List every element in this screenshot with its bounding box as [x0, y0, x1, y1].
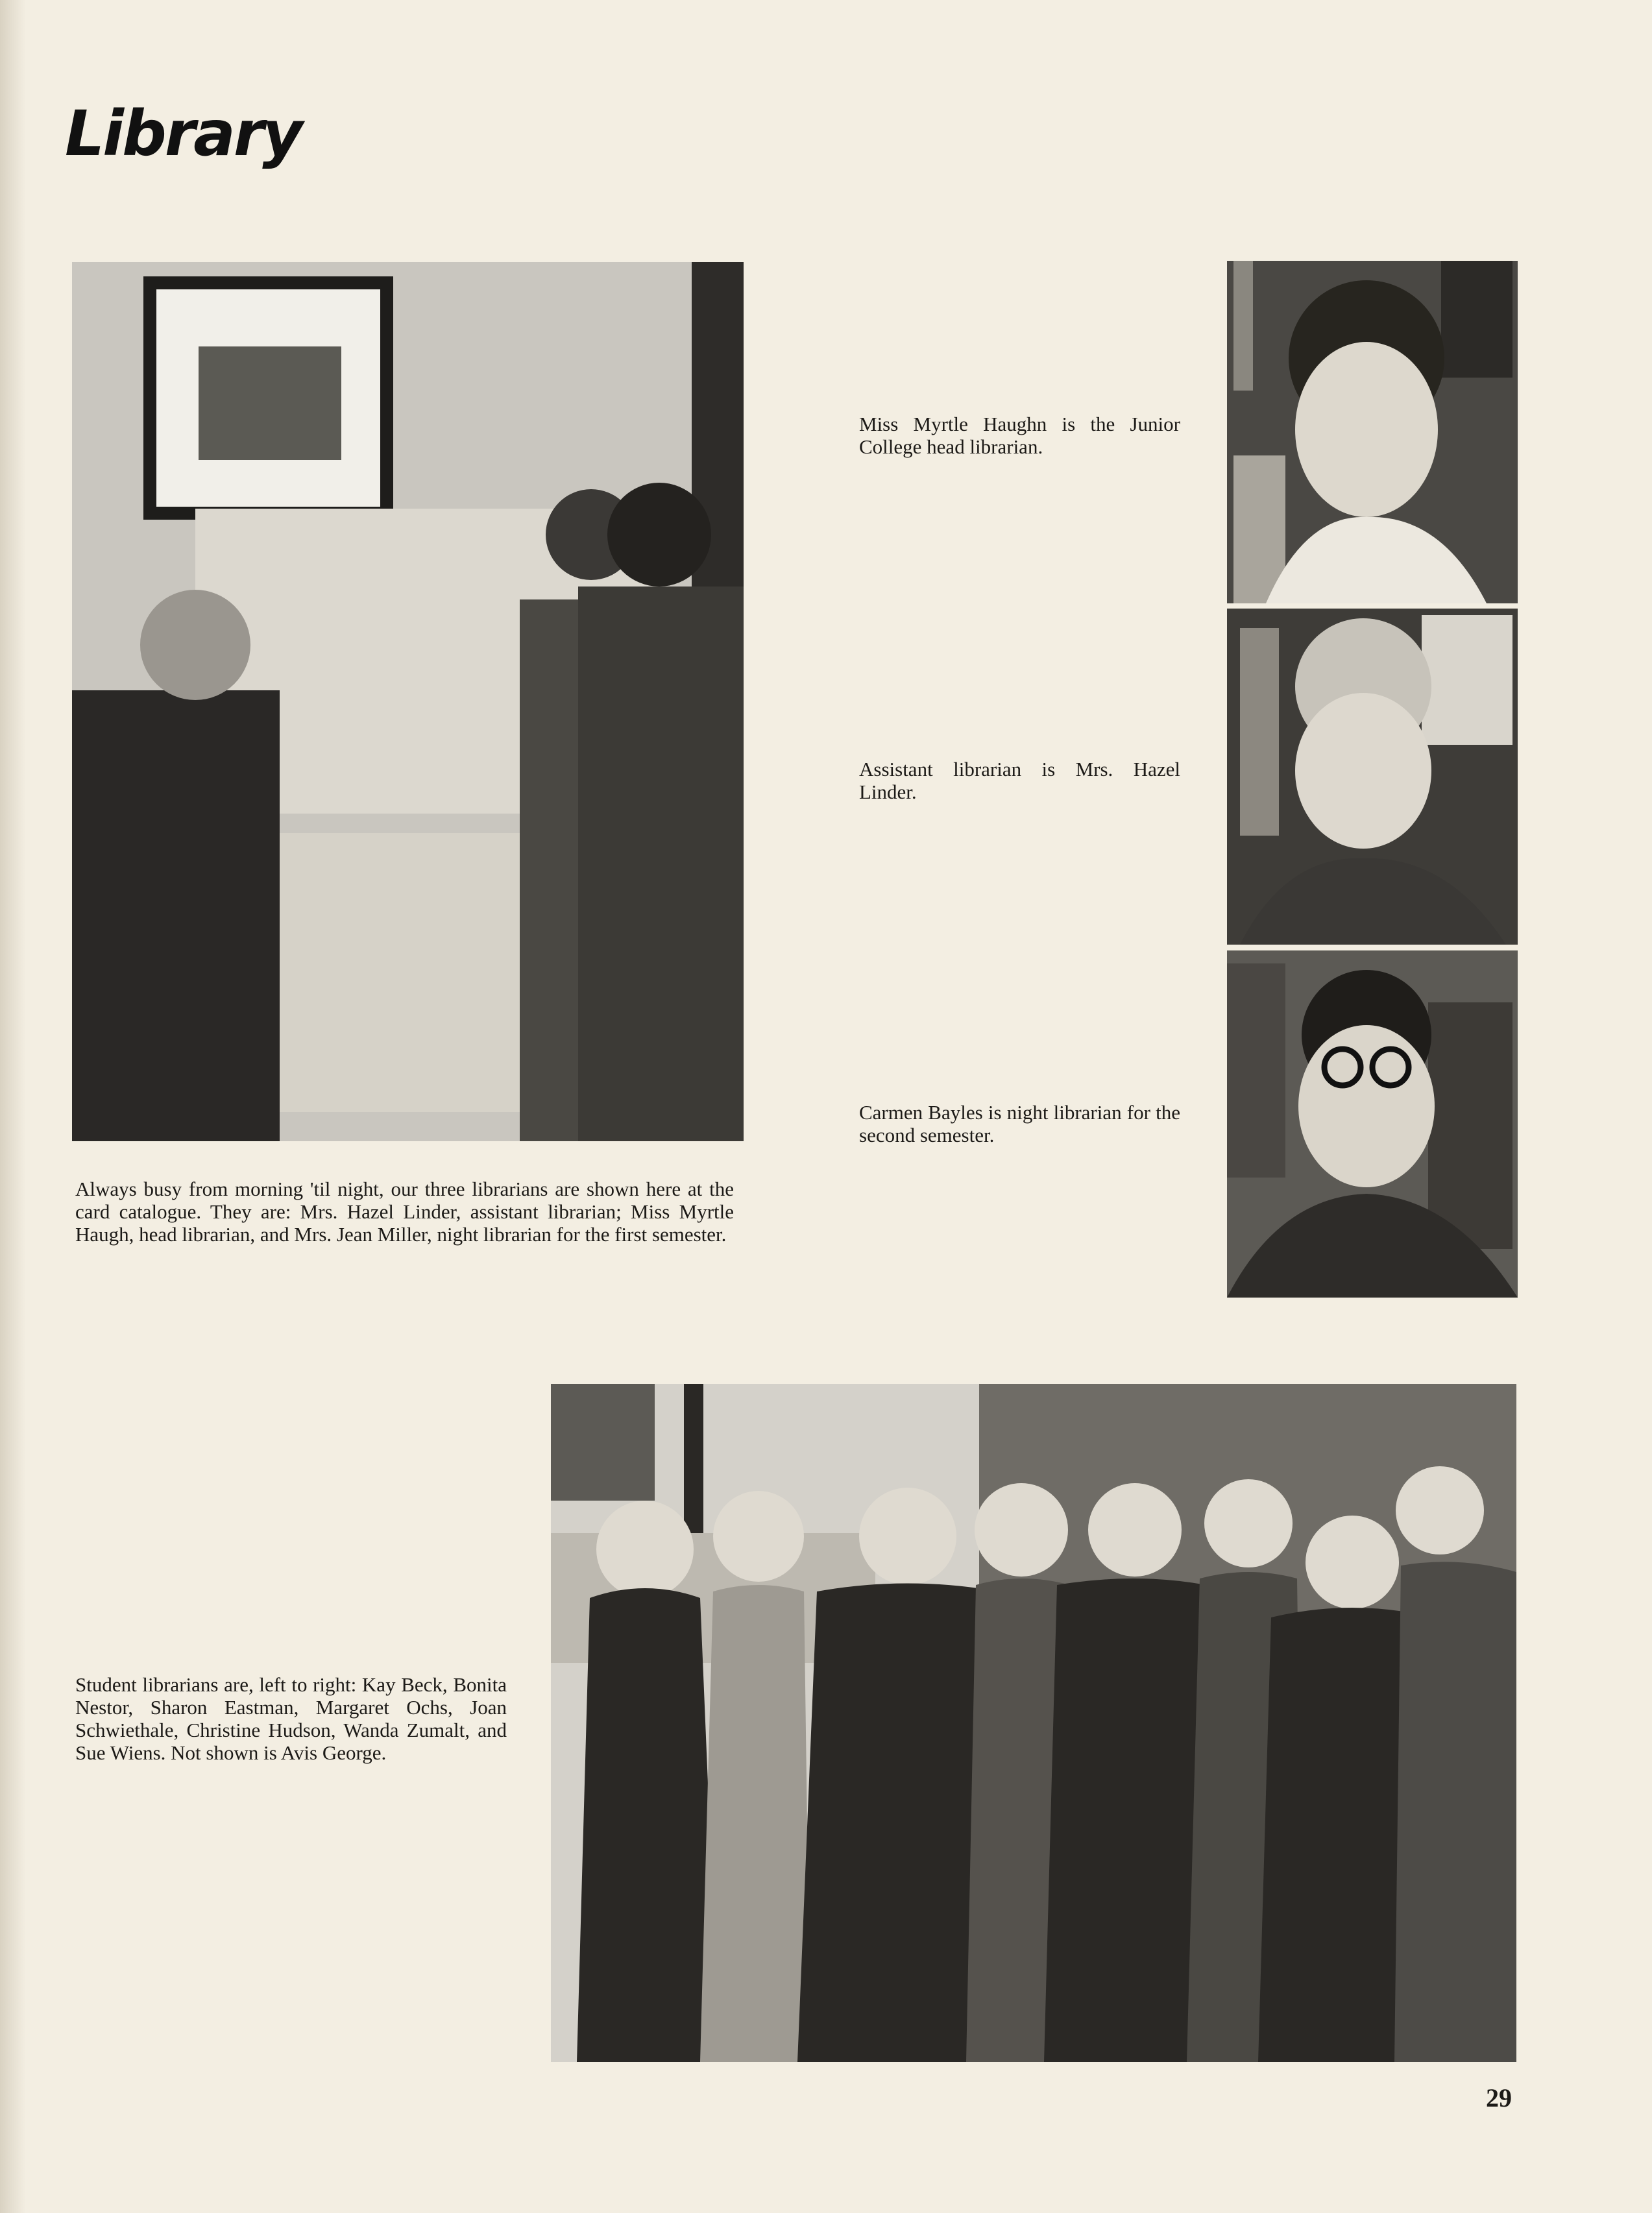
portrait-haughn-photo — [1227, 261, 1518, 603]
caption-linder: Assistant librarian is Mrs. Hazel Linder. — [859, 758, 1180, 803]
caption-card-catalogue: Always busy from morning 'til night, our three librarians are shown here at the card catalogue. They are: Mrs. Hazel Linder, assistant librarian; Miss Myrtle Haugh, head librarian, and Mrs. Jean Miller, night librarian for the first semester. — [75, 1178, 734, 1246]
caption-haughn: Miss Myrtle Haughn is the Junior College head librarian. — [859, 413, 1180, 458]
card-catalogue-photo — [72, 262, 744, 1141]
caption-bayles: Carmen Bayles is night librarian for the second semester. — [859, 1101, 1180, 1146]
page-binding-shadow — [0, 0, 26, 2213]
portrait-linder-photo — [1227, 609, 1518, 945]
portrait-bayles-photo — [1227, 950, 1518, 1298]
page-number: 29 — [1486, 2083, 1512, 2112]
page-title: Library — [65, 97, 301, 170]
caption-student-librarians: Student librarians are, left to right: Kay Beck, Bonita Nestor, Sharon Eastman, Margaret Ochs, Joan Schwiethale, Christine Hudson, Wanda Zumalt, and Sue Wiens. Not shown is Avis George. — [75, 1673, 507, 1764]
student-librarians-photo — [551, 1384, 1516, 2062]
